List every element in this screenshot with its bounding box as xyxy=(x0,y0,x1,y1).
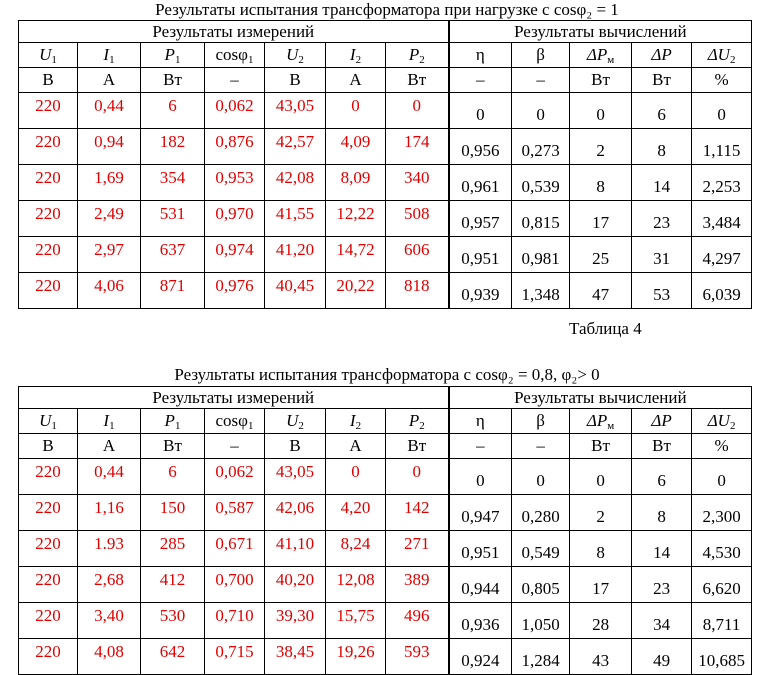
column-header xyxy=(570,409,632,434)
measured-cell: 4,08 xyxy=(78,639,141,675)
calculated-cell: 23 xyxy=(632,567,692,603)
group-header-measured: Результаты измерений xyxy=(19,21,449,43)
calculated-cell: 0,549 xyxy=(512,531,570,567)
col-symbol: $\Delta U_2$ xyxy=(707,45,736,66)
calculated-cell: 0 xyxy=(570,93,632,129)
column-header xyxy=(632,409,692,434)
measured-cell: 0,062 xyxy=(205,459,265,495)
calculated-cell: 53 xyxy=(632,273,692,309)
column-unit: – xyxy=(512,68,570,93)
column-unit: – xyxy=(449,68,512,93)
column-header xyxy=(141,43,205,68)
calculated-cell: 2 xyxy=(570,495,632,531)
measured-cell: 220 xyxy=(19,603,78,639)
column-header xyxy=(386,43,449,68)
table-row xyxy=(19,201,752,237)
column-unit: – xyxy=(205,434,265,459)
col-symbol: $P_1$ xyxy=(164,45,181,66)
col-symbol: cosφ$_1$ xyxy=(215,45,254,66)
calculated-cell: 0 xyxy=(692,93,752,129)
table-row xyxy=(19,93,752,129)
calculated-cell: 0,981 xyxy=(512,237,570,273)
column-header xyxy=(141,409,205,434)
calculated-cell: 43 xyxy=(570,639,632,675)
measured-cell: 0 xyxy=(386,459,449,495)
calculated-cell: 17 xyxy=(570,201,632,237)
calculated-cell: 0,273 xyxy=(512,129,570,165)
column-header xyxy=(512,43,570,68)
column-header xyxy=(265,43,326,68)
measured-cell: 40,20 xyxy=(265,567,326,603)
measured-cell: 220 xyxy=(19,567,78,603)
column-unit: Вт xyxy=(141,434,205,459)
measured-cell: 637 xyxy=(141,237,205,273)
calculated-cell: 0,539 xyxy=(512,165,570,201)
col-symbol: η xyxy=(475,411,485,430)
column-header xyxy=(19,43,78,68)
calculated-cell: 0,815 xyxy=(512,201,570,237)
calculated-cell: 25 xyxy=(570,237,632,273)
column-header xyxy=(449,409,512,434)
column-unit: А xyxy=(78,434,141,459)
calculated-cell: 3,484 xyxy=(692,201,752,237)
column-header xyxy=(78,409,141,434)
column-unit: – xyxy=(205,68,265,93)
col-symbol: η xyxy=(475,45,485,64)
col-symbol: cosφ$_1$ xyxy=(215,411,254,432)
column-unit: Вт xyxy=(386,434,449,459)
measured-cell: 818 xyxy=(386,273,449,309)
table-row xyxy=(19,495,752,531)
results-table-2 xyxy=(18,386,752,675)
calculated-cell: 47 xyxy=(570,273,632,309)
measured-cell: 0,587 xyxy=(205,495,265,531)
col-symbol: $U_2$ xyxy=(286,45,304,66)
col-symbol: $\Delta U_2$ xyxy=(707,411,736,432)
calculated-cell: 0,280 xyxy=(512,495,570,531)
measured-cell: 174 xyxy=(386,129,449,165)
calculated-cell: 14 xyxy=(632,531,692,567)
measured-cell: 0,94 xyxy=(78,129,141,165)
measured-cell: 220 xyxy=(19,459,78,495)
measured-cell: 220 xyxy=(19,531,78,567)
measured-cell: 4,20 xyxy=(326,495,386,531)
measured-cell: 0,970 xyxy=(205,201,265,237)
measured-cell: 19,26 xyxy=(326,639,386,675)
group-header-calculated: Результаты вычислений xyxy=(449,387,752,409)
group-header-measured: Результаты измерений xyxy=(19,387,449,409)
table-number-label: Таблица 4 xyxy=(569,319,642,338)
col-symbol: $P_2$ xyxy=(408,411,425,432)
table-1-caption: Результаты испытания трансформатора при нагрузке с cosφ₂ = 1 xyxy=(155,0,619,19)
measured-cell: 0,44 xyxy=(78,93,141,129)
calculated-cell: 0,944 xyxy=(449,567,512,603)
column-header xyxy=(692,409,752,434)
measured-cell: 389 xyxy=(386,567,449,603)
measured-cell: 8,09 xyxy=(326,165,386,201)
measured-cell: 340 xyxy=(386,165,449,201)
measured-cell: 42,57 xyxy=(265,129,326,165)
col-symbol: $U_2$ xyxy=(286,411,304,432)
calculated-cell: 6,039 xyxy=(692,273,752,309)
column-unit: В xyxy=(19,434,78,459)
measured-cell: 0 xyxy=(326,93,386,129)
col-symbol: β xyxy=(536,45,545,64)
col-symbol: $I_1$ xyxy=(103,45,115,66)
column-unit: – xyxy=(512,434,570,459)
column-header xyxy=(265,409,326,434)
column-unit: % xyxy=(692,68,752,93)
measured-cell: 871 xyxy=(141,273,205,309)
measured-cell: 41,20 xyxy=(265,237,326,273)
measured-cell: 2,68 xyxy=(78,567,141,603)
column-header xyxy=(326,409,386,434)
measured-cell: 0,715 xyxy=(205,639,265,675)
column-unit: Вт xyxy=(632,68,692,93)
calculated-cell: 8,711 xyxy=(692,603,752,639)
measured-cell: 43,05 xyxy=(265,93,326,129)
calculated-cell: 6,620 xyxy=(692,567,752,603)
calculated-cell: 0,957 xyxy=(449,201,512,237)
col-symbol: $\Delta P_м$ xyxy=(586,45,615,66)
calculated-cell: 0,924 xyxy=(449,639,512,675)
measured-cell: 220 xyxy=(19,639,78,675)
measured-cell: 39,30 xyxy=(265,603,326,639)
col-symbol: $\Delta P_м$ xyxy=(586,411,615,432)
column-unit: Вт xyxy=(570,434,632,459)
table-row xyxy=(19,237,752,273)
calculated-cell: 0,805 xyxy=(512,567,570,603)
calculated-cell: 0,951 xyxy=(449,531,512,567)
column-header xyxy=(632,43,692,68)
calculated-cell: 0,956 xyxy=(449,129,512,165)
column-unit: – xyxy=(449,434,512,459)
calculated-cell: 34 xyxy=(632,603,692,639)
col-symbol: $I_2$ xyxy=(349,411,362,432)
measured-cell: 220 xyxy=(19,201,78,237)
measured-cell: 0,44 xyxy=(78,459,141,495)
table-row xyxy=(19,567,752,603)
measured-cell: 8,24 xyxy=(326,531,386,567)
table-row xyxy=(19,459,752,495)
calculated-cell: 1,115 xyxy=(692,129,752,165)
measured-cell: 642 xyxy=(141,639,205,675)
measured-cell: 40,45 xyxy=(265,273,326,309)
measured-cell: 220 xyxy=(19,165,78,201)
table-row xyxy=(19,531,752,567)
measured-cell: 1,16 xyxy=(78,495,141,531)
column-header xyxy=(692,43,752,68)
measured-cell: 606 xyxy=(386,237,449,273)
col-symbol: $U_1$ xyxy=(39,411,57,432)
measured-cell: 150 xyxy=(141,495,205,531)
measured-cell: 1,69 xyxy=(78,165,141,201)
measured-cell: 271 xyxy=(386,531,449,567)
column-header xyxy=(570,43,632,68)
measured-cell: 4,06 xyxy=(78,273,141,309)
measured-cell: 2,97 xyxy=(78,237,141,273)
calculated-cell: 0,961 xyxy=(449,165,512,201)
measured-cell: 41,55 xyxy=(265,201,326,237)
column-header xyxy=(205,409,265,434)
measured-cell: 142 xyxy=(386,495,449,531)
calculated-cell: 0 xyxy=(570,459,632,495)
measured-cell: 3,40 xyxy=(78,603,141,639)
measured-cell: 20,22 xyxy=(326,273,386,309)
calculated-cell: 0,939 xyxy=(449,273,512,309)
calculated-cell: 0 xyxy=(449,93,512,129)
calculated-cell: 1,284 xyxy=(512,639,570,675)
column-header xyxy=(512,409,570,434)
measured-cell: 0,062 xyxy=(205,93,265,129)
measured-cell: 0,710 xyxy=(205,603,265,639)
column-unit: % xyxy=(692,434,752,459)
calculated-cell: 8 xyxy=(632,495,692,531)
measured-cell: 1.93 xyxy=(78,531,141,567)
column-header xyxy=(205,43,265,68)
col-symbol: $P_1$ xyxy=(164,411,181,432)
measured-cell: 496 xyxy=(386,603,449,639)
measured-cell: 42,08 xyxy=(265,165,326,201)
column-unit: В xyxy=(19,68,78,93)
measured-cell: 220 xyxy=(19,129,78,165)
column-header xyxy=(19,409,78,434)
calculated-cell: 8 xyxy=(570,165,632,201)
col-symbol: $U_1$ xyxy=(39,45,57,66)
column-unit: Вт xyxy=(386,68,449,93)
measured-cell: 531 xyxy=(141,201,205,237)
measured-cell: 285 xyxy=(141,531,205,567)
table-row xyxy=(19,129,752,165)
results-table-1 xyxy=(18,20,752,309)
calculated-cell: 14 xyxy=(632,165,692,201)
calculated-cell: 17 xyxy=(570,567,632,603)
calculated-cell: 2,253 xyxy=(692,165,752,201)
calculated-cell: 0 xyxy=(692,459,752,495)
measured-cell: 412 xyxy=(141,567,205,603)
calculated-cell: 0 xyxy=(512,459,570,495)
measured-cell: 593 xyxy=(386,639,449,675)
column-header xyxy=(386,409,449,434)
measured-cell: 0,976 xyxy=(205,273,265,309)
table-row xyxy=(19,603,752,639)
column-unit: А xyxy=(326,434,386,459)
col-symbol: $I_1$ xyxy=(103,411,115,432)
measured-cell: 220 xyxy=(19,273,78,309)
measured-cell: 0,671 xyxy=(205,531,265,567)
group-header-calculated: Результаты вычислений xyxy=(449,21,752,43)
calculated-cell: 2 xyxy=(570,129,632,165)
calculated-cell: 10,685 xyxy=(692,639,752,675)
calculated-cell: 4,297 xyxy=(692,237,752,273)
column-header xyxy=(449,43,512,68)
table-row xyxy=(19,165,752,201)
measured-cell: 0 xyxy=(326,459,386,495)
calculated-cell: 0,947 xyxy=(449,495,512,531)
calculated-cell: 1,050 xyxy=(512,603,570,639)
measured-cell: 38,45 xyxy=(265,639,326,675)
measured-cell: 220 xyxy=(19,93,78,129)
measured-cell: 42,06 xyxy=(265,495,326,531)
calculated-cell: 31 xyxy=(632,237,692,273)
column-unit: В xyxy=(265,434,326,459)
calculated-cell: 1,348 xyxy=(512,273,570,309)
col-symbol: β xyxy=(536,411,545,430)
calculated-cell: 23 xyxy=(632,201,692,237)
table-row xyxy=(19,639,752,675)
measured-cell: 14,72 xyxy=(326,237,386,273)
col-symbol: ΔP xyxy=(651,411,672,430)
measured-cell: 182 xyxy=(141,129,205,165)
table-2-caption: Результаты испытания трансформатора с cosφ₂ = 0,8, φ₂> 0 xyxy=(174,365,600,384)
measured-cell: 4,09 xyxy=(326,129,386,165)
calculated-cell: 2,300 xyxy=(692,495,752,531)
measured-cell: 15,75 xyxy=(326,603,386,639)
measured-cell: 0,953 xyxy=(205,165,265,201)
calculated-cell: 6 xyxy=(632,93,692,129)
measured-cell: 354 xyxy=(141,165,205,201)
calculated-cell: 0,936 xyxy=(449,603,512,639)
calculated-cell: 0,951 xyxy=(449,237,512,273)
measured-cell: 0 xyxy=(386,93,449,129)
measured-cell: 12,22 xyxy=(326,201,386,237)
column-unit: А xyxy=(78,68,141,93)
col-symbol: $I_2$ xyxy=(349,45,362,66)
calculated-cell: 8 xyxy=(570,531,632,567)
column-header xyxy=(78,43,141,68)
measured-cell: 0,974 xyxy=(205,237,265,273)
calculated-cell: 0 xyxy=(512,93,570,129)
column-unit: Вт xyxy=(632,434,692,459)
calculated-cell: 8 xyxy=(632,129,692,165)
column-header xyxy=(326,43,386,68)
measured-cell: 6 xyxy=(141,459,205,495)
column-unit: А xyxy=(326,68,386,93)
measured-cell: 0,700 xyxy=(205,567,265,603)
col-symbol: $P_2$ xyxy=(408,45,425,66)
measured-cell: 530 xyxy=(141,603,205,639)
measured-cell: 6 xyxy=(141,93,205,129)
calculated-cell: 28 xyxy=(570,603,632,639)
measured-cell: 0,876 xyxy=(205,129,265,165)
calculated-cell: 4,530 xyxy=(692,531,752,567)
column-unit: Вт xyxy=(141,68,205,93)
col-symbol: ΔP xyxy=(651,45,672,64)
measured-cell: 12,08 xyxy=(326,567,386,603)
measured-cell: 508 xyxy=(386,201,449,237)
measured-cell: 2,49 xyxy=(78,201,141,237)
calculated-cell: 6 xyxy=(632,459,692,495)
measured-cell: 43,05 xyxy=(265,459,326,495)
measured-cell: 220 xyxy=(19,237,78,273)
measured-cell: 41,10 xyxy=(265,531,326,567)
measured-cell: 220 xyxy=(19,495,78,531)
calculated-cell: 0 xyxy=(449,459,512,495)
table-row xyxy=(19,273,752,309)
column-unit: В xyxy=(265,68,326,93)
calculated-cell: 49 xyxy=(632,639,692,675)
column-unit: Вт xyxy=(570,68,632,93)
